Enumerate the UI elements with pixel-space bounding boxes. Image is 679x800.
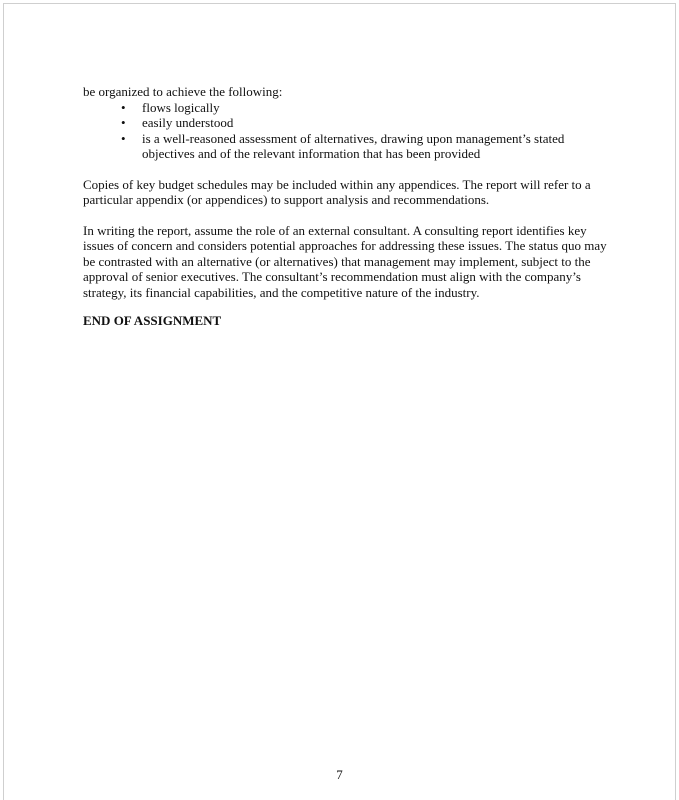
- list-item-text: flows logically: [142, 99, 220, 115]
- end-of-assignment-heading: END OF ASSIGNMENT: [83, 313, 222, 328]
- document-page: [3, 3, 676, 800]
- list-item: [83, 115, 613, 131]
- intro-text: be organized to achieve the following:: [83, 84, 283, 99]
- requirements-list: [83, 100, 613, 162]
- bullet-icon: •: [121, 115, 126, 130]
- list-item: [83, 131, 613, 162]
- list-item: [83, 100, 613, 116]
- bullet-icon: •: [121, 99, 126, 115]
- list-item-text: easily understood: [142, 115, 234, 130]
- appendix-paragraph: Copies of key budget schedules may be included within any appendices. The report will refer to a particular appendix (or appendices) to support analysis and recommendations.: [83, 176, 591, 207]
- list-item-text: is a well-reasoned assessment of alternatives, drawing upon management’s stated objectives and of the relevant information that has been provided: [142, 130, 565, 161]
- page-content: [83, 84, 613, 329]
- bullet-icon: •: [121, 130, 126, 146]
- page-number: 7: [336, 767, 343, 782]
- consultant-paragraph: In writing the report, assume the role of an external consultant. A consulting report identifies key issues of concern and considers potential approaches for addressing these issues. The status quo may be contrasted with an alternative (or alternatives) that management may implement, subject to the approval of senior executives. The consultant’s recommendation must align with the company’s strategy, its financial capabilities, and the competitive nature of the industry.: [83, 222, 607, 300]
